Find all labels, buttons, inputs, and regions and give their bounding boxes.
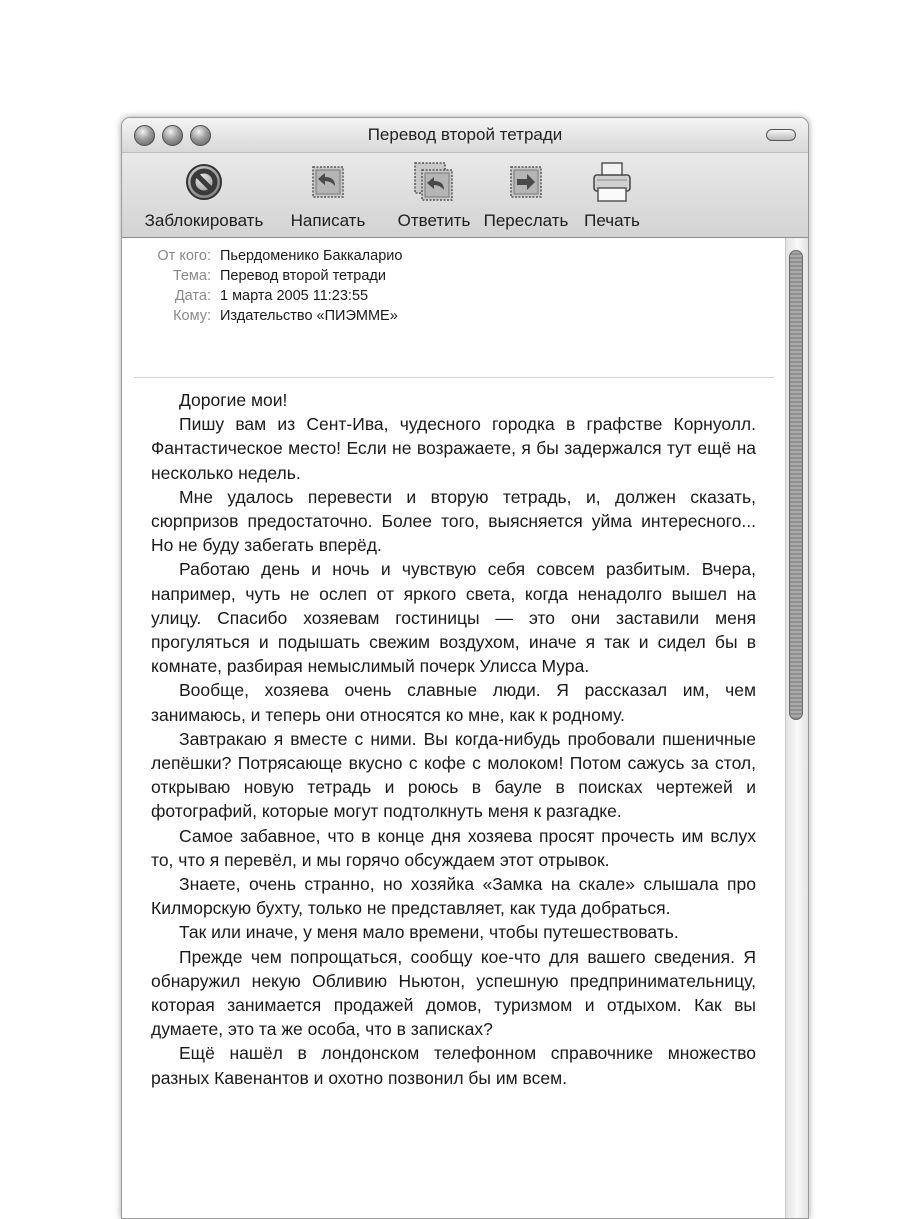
printer-icon (589, 159, 635, 205)
vertical-scrollbar[interactable] (785, 238, 808, 1218)
paragraph: Вообще, хозяева очень славные люди. Я рассказал им, чем занимаюсь, и теперь они относятся ко мне, как к родному. (151, 680, 756, 725)
print-button[interactable] (578, 159, 646, 231)
toolbar-toggle-button[interactable] (766, 129, 796, 141)
block-button[interactable] (140, 159, 268, 231)
reply-label: Ответить (397, 211, 471, 230)
header-divider (134, 377, 774, 378)
toolbar (122, 153, 808, 238)
date-row (122, 288, 777, 308)
to-value[interactable]: Издательство «ПИЭММЕ» (220, 308, 398, 324)
paragraph: Мне удалось перевести и вторую тетрадь, и, должен сказать, сюрпризов предостаточно. Более того, выясняется уйма интересного... Но не буду забегать вперёд. (151, 486, 756, 556)
to-label: Кому: (173, 308, 211, 324)
compose-label: Написать (290, 211, 366, 230)
reply-button[interactable] (388, 159, 480, 231)
paragraph: Пишу вам из Сент-Ива, чудесного городка в графстве Корнуолл. Фантастическое место! Если не возражаете, я бы задержался тут ещё на несколько недель. (151, 414, 756, 483)
forward-icon (503, 159, 549, 205)
paragraph: Ещё нашёл в лондонском телефонном справочнике множество разных Кавенантов и охотно позвонил бы им всем. (151, 1043, 756, 1088)
block-icon (181, 159, 227, 205)
reply-icon (411, 159, 457, 205)
paragraph: Завтракаю я вместе с ними. Вы когда-нибудь пробовали пшеничные лепёшки? Потрясающе вкусно с кофе с молоком! Потом сажусь за стол, открываю новую тетрадь и роюсь в бауле в поисках чертежей и фотографий, которые могут подтолкнуть меня к разгадке. (151, 728, 756, 822)
to-row (122, 308, 777, 328)
paragraph: Дорогие мои! (179, 390, 288, 410)
print-label: Печать (584, 211, 640, 230)
message-body (151, 388, 756, 1090)
subject-value: Перевод второй тетради (220, 268, 386, 284)
paragraph: Знаете, очень странно, но хозяйка «Замка на скале» слышала про Килморскую бухту, только не представляет, как туда добраться. (151, 874, 756, 919)
paragraph: Работаю день и ночь и чувствую себя совсем разбитым. Вчера, например, чуть не ослеп от яркого света, когда ненадолго вышел на улицу. Спасибо хозяевам гостиницы — это они заставили меня прогуляться и подышать свежим воздухом, иначе я так и сидел бы в комнате, разбирая немыслимый почерк Улисса Мура. (151, 559, 756, 677)
subject-row (122, 268, 777, 288)
from-row (122, 248, 777, 268)
compose-icon (305, 159, 351, 205)
subject-label: Тема: (172, 268, 211, 284)
date-label: Дата: (174, 288, 211, 304)
forward-button[interactable] (480, 159, 572, 231)
paragraph: Так или иначе, у меня мало времени, чтобы путешествовать. (179, 922, 679, 943)
date-value: 1 марта 2005 11:23:55 (220, 288, 369, 304)
paragraph: Самое забавное, что в конце дня хозяева просят прочесть им вслух то, что я перевёл, и мы горячо обсуждаем этот отрывок. (151, 825, 756, 870)
from-label: От кого: (157, 248, 211, 264)
from-value[interactable]: Пьердоменико Баккаларио (220, 248, 403, 264)
block-label: Заблокировать (144, 211, 264, 230)
paragraph: Прежде чем попрощаться, сообщу кое-что для вашего сведения. Я обнаружил некую Обливию Ньютон, успешную предпринимательницу, которая занимается продажей домов, туризмом и отдыхом. Как вы думаете, это та же особа, что в записках? (151, 946, 756, 1040)
scroll-thumb[interactable] (789, 250, 803, 720)
mail-window (121, 117, 809, 1219)
title-bar[interactable] (122, 118, 808, 153)
compose-button[interactable] (280, 159, 376, 231)
forward-label: Переслать (483, 211, 569, 230)
window-title: Перевод второй тетради (367, 125, 563, 144)
